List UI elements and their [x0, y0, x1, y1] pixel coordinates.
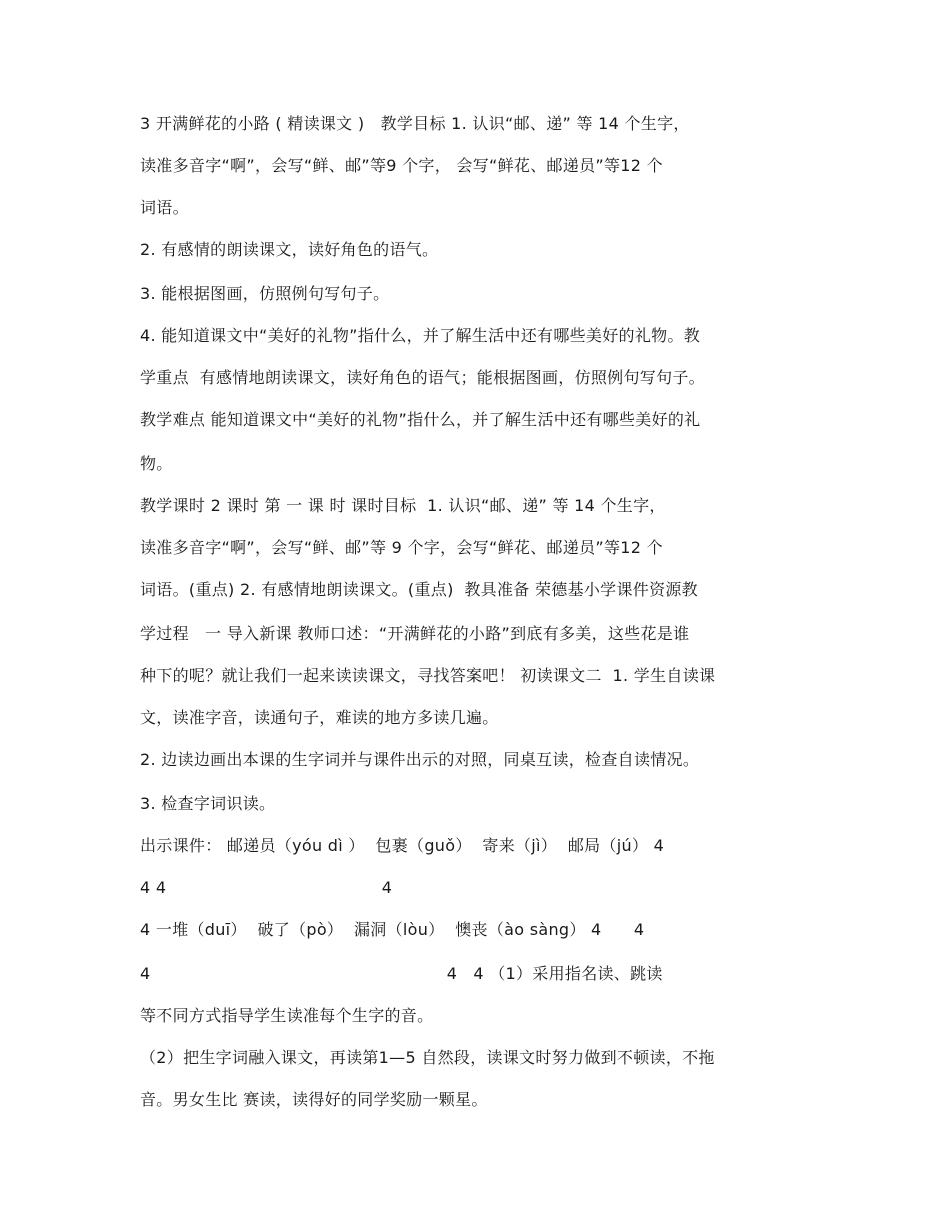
text-line: 教学难点 能知道课文中“美好的礼物”指什么，并了解生活中还有哪些美好的礼 — [140, 410, 701, 429]
text-line: 等不同方式指导学生读准每个生字的音。 — [140, 1006, 434, 1025]
text-line: 学过程 一 导入新课 教师口述：“开满鲜花的小路”到底有多美，这些花是谁 — [140, 624, 690, 643]
text-line: 音。男女生比 赛读，读得好的同学奖励一颗星。 — [140, 1090, 488, 1109]
text-line: 3. 检查字词识读。 — [140, 794, 276, 813]
text-line: 4 4 4 （1）采用指名读、跳读 — [140, 964, 663, 983]
text-line: 读准多音字“啊”，会写“鲜、邮”等 9 个字，会写“鲜花、邮递员”等12 个 — [140, 538, 663, 557]
text-line: 物。 — [140, 454, 173, 473]
text-line: 4. 能知道课文中“美好的礼物”指什么，并了解生活中还有哪些美好的礼物。教 — [140, 326, 701, 345]
text-line: 3. 能根据图画，仿照例句写句子。 — [140, 284, 390, 303]
text-line: 文，读准字音，读通句子，难读的地方多读几遍。 — [140, 708, 499, 727]
text-line: （2）把生字词融入课文，再读第1—5 自然段，读课文时努力做到不顿读，不拖 — [140, 1048, 715, 1067]
text-line: 出示课件： 邮递员（yóu dì ） 包裹（guǒ） 寄来（jì） 邮局（jú） 4 — [140, 836, 665, 855]
text-line: 读准多音字“啊”，会写“鲜、邮”等9 个字， 会写“鲜花、邮递员”等12 个 — [140, 156, 663, 175]
text-line: 3 开满鲜花的小路 ( 精读课文 ) 教学目标 1. 认识“邮、递” 等 14 个生字， — [140, 114, 690, 133]
text-line: 4 一堆（duī） 破了（pò） 漏洞（lòu） 懊丧（ào sàng） 4 4 — [140, 920, 645, 939]
text-line: 词语。 — [140, 198, 189, 217]
text-line: 种下的呢？就让我们一起来读读课文，寻找答案吧！ 初读课文二 1. 学生自读课 — [140, 666, 716, 685]
text-line: 词语。(重点) 2. 有感情地朗读课文。(重点) 教具准备 荣德基小学课件资源教 — [140, 580, 698, 599]
text-line: 4 4 4 — [140, 878, 393, 897]
text-line: 2. 有感情的朗读课文，读好角色的语气。 — [140, 240, 439, 259]
text-line: 教学课时 2 课时 第 一 课 时 课时目标 1. 认识“邮、递” 等 14 个生字， — [140, 496, 666, 515]
text-line: 学重点 有感情地朗读课文，读好角色的语气；能根据图画，仿照例句写句子。 — [140, 368, 705, 387]
text-line: 2. 边读边画出本课的生字词并与课件出示的对照，同桌互读，检查自读情况。 — [140, 750, 700, 769]
